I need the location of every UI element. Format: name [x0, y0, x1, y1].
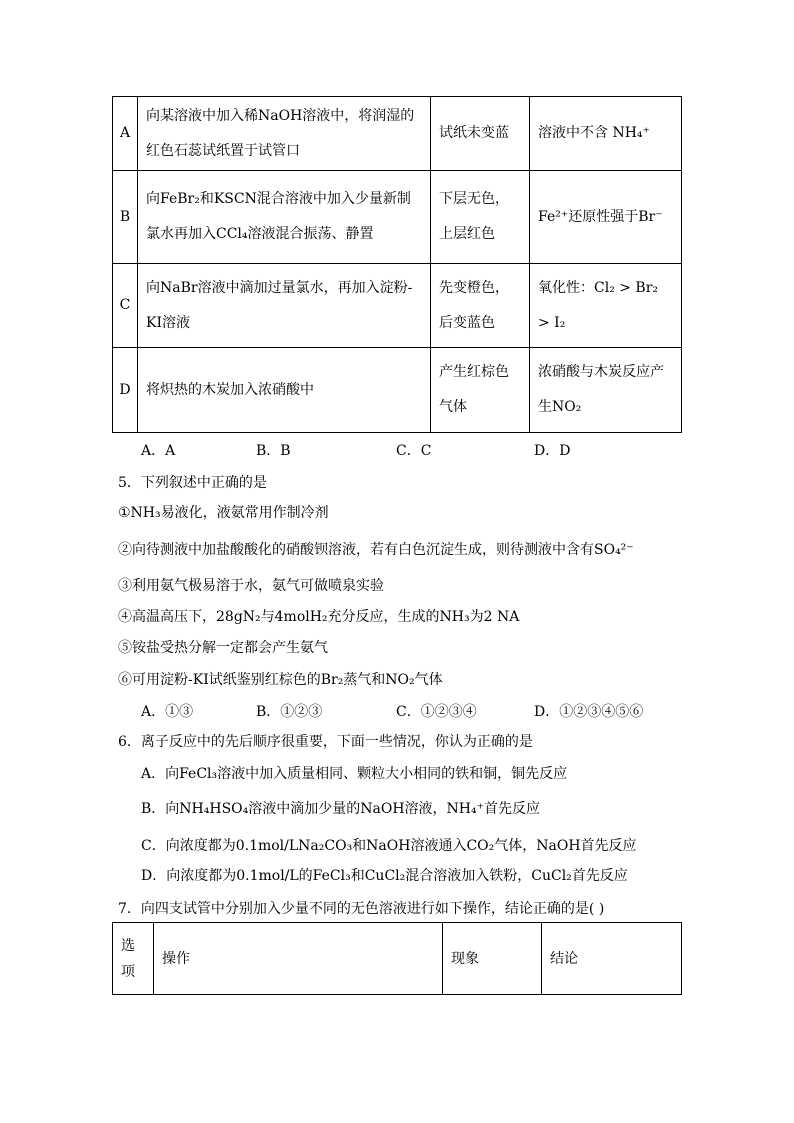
q5-item: ②向待测液中加盐酸酸化的硝酸钡溶液，若有白色沉淀生成，则待测液中含有SO₄²⁻	[118, 542, 634, 558]
q6-option-c: C．向浓度都为0.1mol/LNa₂CO₃和NaOH溶液通入CO₂气体，NaOH首先反应	[141, 838, 637, 854]
q5-option-c: C．①②③④	[396, 704, 477, 720]
q4-table	[112, 96, 682, 433]
q5-item: ①NH₃易液化，液氨常用作制冷剂	[118, 505, 329, 521]
q4-option-b: B．B	[256, 443, 291, 459]
q5-item: ⑤铵盐受热分解一定都会产生氨气	[118, 640, 328, 656]
phenomenon-cell: 产生红棕色气体	[431, 348, 530, 433]
conclusion-cell: 氧化性：Cl₂ > Br₂ > I₂	[530, 264, 682, 348]
q5-item: ③利用氨气极易溶于水，氨气可做喷泉实验	[118, 578, 384, 594]
q6-option-d: D．向浓度都为0.1mol/L的FeCl₃和CuCl₂混合溶液加入铁粉，CuCl₂首先反应	[141, 868, 628, 884]
header-operation: 操作	[154, 923, 443, 995]
q5-option-a: A．①③	[141, 704, 194, 720]
operation-cell: 将炽热的木炭加入浓硝酸中	[138, 348, 431, 433]
q4-option-a: A．A	[141, 443, 176, 459]
row-label: B	[113, 171, 138, 264]
phenomenon-cell: 下层无色，上层红色	[431, 171, 530, 264]
q5-stem: 5．下列叙述中正确的是	[118, 475, 267, 491]
header-option: 选项	[113, 923, 154, 995]
conclusion-cell: Fe²⁺还原性强于Br⁻	[530, 171, 682, 264]
q7-stem: 7．向四支试管中分别加入少量不同的无色溶液进行如下操作，结论正确的是( )	[118, 901, 605, 917]
row-label: A	[113, 97, 138, 171]
row-label: C	[113, 264, 138, 348]
conclusion-cell: 溶液中不含 NH₄⁺	[530, 97, 682, 171]
header-phenomenon: 现象	[443, 923, 542, 995]
q6-option-b: B．向NH₄HSO₄溶液中滴加少量的NaOH溶液，NH₄⁺首先反应	[141, 801, 540, 817]
q4-option-c: C．C	[396, 443, 432, 459]
q5-option-d: D．①②③④⑤⑥	[534, 704, 644, 720]
q5-item: ④高温高压下，28gN₂与4molH₂充分反应，生成的NH₃为2 NA	[118, 609, 520, 625]
q6-option-a: A．向FeCl₃溶液中加入质量相同、颗粒大小相同的铁和铜，铜先反应	[141, 766, 568, 782]
row-label: D	[113, 348, 138, 433]
q6-stem: 6．离子反应中的先后顺序很重要，下面一些情况，你认为正确的是	[118, 734, 533, 750]
q4-option-d: D．D	[534, 443, 571, 459]
operation-cell: 向某溶液中加入稀NaOH溶液中，将润湿的红色石蕊试纸置于试管口	[138, 97, 431, 171]
q5-item: ⑥可用淀粉-KI试纸鉴别红棕色的Br₂蒸气和NO₂气体	[118, 672, 443, 688]
operation-cell: 向FeBr₂和KSCN混合溶液中加入少量新制氯水再加入CCl₄溶液混合振荡、静置	[138, 171, 431, 264]
conclusion-cell: 浓硝酸与木炭反应产生NO₂	[530, 348, 682, 433]
phenomenon-cell: 试纸未变蓝	[431, 97, 530, 171]
phenomenon-cell: 先变橙色，后变蓝色	[431, 264, 530, 348]
q5-option-b: B．①②③	[256, 704, 323, 720]
operation-cell: 向NaBr溶液中滴加过量氯水，再加入淀粉-KI溶液	[138, 264, 431, 348]
q7-table	[112, 922, 682, 995]
header-conclusion: 结论	[542, 923, 682, 995]
